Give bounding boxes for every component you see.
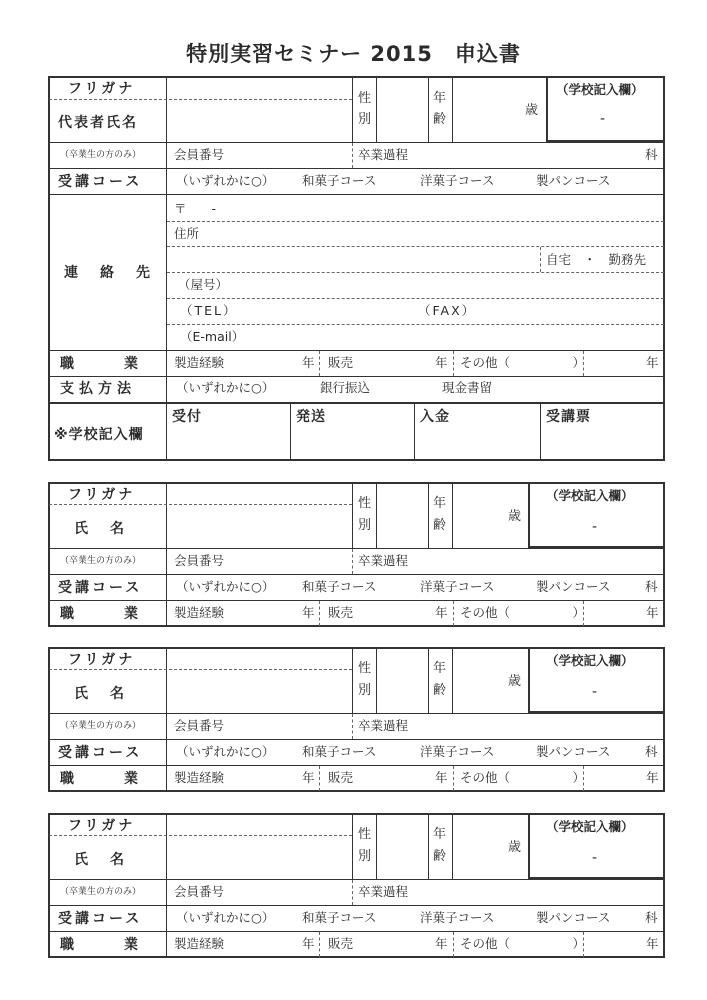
- contact-label: 連 絡 先: [64, 265, 154, 281]
- furigana-label-3: フリガナ: [68, 652, 136, 668]
- sent-label: 発送: [296, 409, 326, 425]
- gender-label-b2: 性: [358, 496, 372, 511]
- course-option-bread-3[interactable]: 製パンコース: [536, 744, 611, 759]
- course-option-bread-2[interactable]: 製パンコース: [536, 579, 611, 594]
- school-use-dash-3: -: [592, 684, 598, 700]
- age-label-b3: 年: [433, 661, 447, 676]
- school-use-label-4: （学校記入欄）: [546, 819, 634, 834]
- graduate-note-3: （卒業生の方のみ）: [60, 721, 142, 731]
- ka-label: 科: [645, 147, 658, 162]
- ka-label-3: 科: [645, 744, 658, 759]
- school-note-label: ※学校記入欄: [54, 427, 144, 443]
- gender-label-b4: 性: [358, 827, 372, 842]
- course-option-wagashi-4[interactable]: 和菓子コース: [302, 910, 377, 925]
- occupation-manufacturing-year: 年: [302, 355, 315, 370]
- age-label-b2-2: 齢: [433, 518, 447, 533]
- graduate-note: （卒業生の方のみ）: [60, 150, 142, 160]
- occupation-manufacturing-4: 製造経験: [174, 936, 225, 951]
- occupation-other-year-3: 年: [646, 770, 659, 785]
- occupation-other: その他（ ）: [460, 355, 586, 370]
- school-use-dash-2: -: [592, 519, 598, 535]
- occupation-manufacturing-year-3: 年: [302, 770, 315, 785]
- payment-registered-mail[interactable]: 現金書留: [442, 380, 493, 395]
- occupation-manufacturing: 製造経験: [174, 355, 225, 370]
- occupation-manufacturing-year-4: 年: [302, 936, 315, 951]
- age-unit-4: 歳: [508, 840, 522, 855]
- payment-label: 支払方法: [60, 381, 136, 397]
- graduated-course-label-4: 卒業過程: [358, 884, 409, 899]
- payment-bank-transfer[interactable]: 銀行振込: [320, 380, 371, 395]
- occupation-label: 職 業: [60, 356, 140, 372]
- age-label-b4: 年: [433, 827, 447, 842]
- course-option-yogashi[interactable]: 洋菓子コース: [420, 173, 495, 188]
- occupation-other-year-2: 年: [646, 605, 659, 620]
- address-label: 住所: [174, 226, 200, 241]
- age-unit: 歳: [525, 103, 539, 118]
- representative-name-label: 代表者氏名: [58, 115, 138, 131]
- course-label: 受講コース: [58, 174, 143, 190]
- member-no-label: 会員番号: [174, 147, 225, 162]
- occupation-manufacturing-2: 製造経験: [174, 605, 225, 620]
- school-use-dash: -: [600, 111, 606, 127]
- graduate-note-4: （卒業生の方のみ）: [60, 887, 142, 897]
- course-option-yogashi-2[interactable]: 洋菓子コース: [420, 579, 495, 594]
- occupation-label-2: 職 業: [60, 606, 140, 622]
- graduate-note-2: （卒業生の方のみ）: [60, 556, 142, 566]
- postal-label: 〒 -: [174, 201, 217, 216]
- furigana-label-2: フリガナ: [68, 487, 136, 503]
- course-hint-3: （いずれかに○）: [176, 744, 275, 759]
- graduated-course-label: 卒業過程: [358, 147, 409, 162]
- course-hint-4: （いずれかに○）: [176, 910, 275, 925]
- course-label-4: 受講コース: [58, 911, 143, 927]
- course-option-wagashi[interactable]: 和菓子コース: [302, 173, 377, 188]
- gender-label-b4-2: 別: [358, 849, 372, 864]
- school-use-dash-4: -: [592, 850, 598, 866]
- occupation-sales-year-4: 年: [435, 936, 448, 951]
- ticket-label: 受講票: [546, 409, 591, 425]
- course-option-bread[interactable]: 製パンコース: [536, 173, 611, 188]
- age-label-b3-2: 齢: [433, 683, 447, 698]
- member-no-label-4: 会員番号: [174, 884, 225, 899]
- occupation-manufacturing-year-2: 年: [302, 605, 315, 620]
- course-label-3: 受講コース: [58, 745, 143, 761]
- occupation-sales-4: 販売: [328, 936, 354, 951]
- course-label-2: 受講コース: [58, 580, 143, 596]
- school-use-label-3: （学校記入欄）: [546, 653, 634, 668]
- school-use-label-2: （学校記入欄）: [546, 488, 634, 503]
- representative-name-field[interactable]: [167, 100, 351, 141]
- furigana-label: フリガナ: [68, 81, 136, 97]
- course-hint: （いずれかに○）: [176, 173, 275, 188]
- occupation-other-year: 年: [646, 355, 659, 370]
- age-label-b4-2: 齢: [433, 849, 447, 864]
- payment-hint: （いずれかに○）: [176, 380, 275, 395]
- furigana-label-4: フリガナ: [68, 818, 136, 834]
- tel-label: （TEL）: [180, 303, 238, 318]
- shop-name-label: （屋号）: [178, 277, 229, 292]
- occupation-sales-3: 販売: [328, 770, 354, 785]
- member-no-label-2: 会員番号: [174, 553, 225, 568]
- occupation-sales-2: 販売: [328, 605, 354, 620]
- school-use-label: （学校記入欄）: [556, 82, 644, 97]
- age-label-b2: 年: [433, 496, 447, 511]
- age-unit-2: 歳: [508, 509, 522, 524]
- graduated-course-label-3: 卒業過程: [358, 718, 409, 733]
- course-option-wagashi-2[interactable]: 和菓子コース: [302, 579, 377, 594]
- occupation-sales-year-2: 年: [435, 605, 448, 620]
- gender-label: 性: [358, 91, 372, 106]
- gender-label-b3-2: 別: [358, 683, 372, 698]
- occupation-sales: 販売: [328, 355, 354, 370]
- age-label-2: 齢: [433, 112, 447, 127]
- email-label: （E-mail）: [180, 329, 245, 344]
- course-option-yogashi-3[interactable]: 洋菓子コース: [420, 744, 495, 759]
- occupation-manufacturing-3: 製造経験: [174, 770, 225, 785]
- gender-label-2: 別: [358, 112, 372, 127]
- received-label: 受付: [172, 409, 202, 425]
- ka-label-4: 科: [645, 910, 658, 925]
- ka-label-2: 科: [645, 579, 658, 594]
- occupation-other-3: その他（ ）: [460, 770, 586, 785]
- occupation-label-4: 職 業: [60, 937, 140, 953]
- course-option-yogashi-4[interactable]: 洋菓子コース: [420, 910, 495, 925]
- member-no-label-3: 会員番号: [174, 718, 225, 733]
- course-option-bread-4[interactable]: 製パンコース: [536, 910, 611, 925]
- age-unit-3: 歳: [508, 674, 522, 689]
- occupation-other-year-4: 年: [646, 936, 659, 951]
- deposit-label: 入金: [420, 409, 450, 425]
- form-title: 特別実習セミナー 2015 申込書: [186, 42, 521, 66]
- course-option-wagashi-3[interactable]: 和菓子コース: [302, 744, 377, 759]
- name-label-4: 氏 名: [74, 852, 128, 868]
- name-label-2: 氏 名: [74, 521, 128, 537]
- occupation-other-2: その他（ ）: [460, 605, 586, 620]
- course-hint-2: （いずれかに○）: [176, 579, 275, 594]
- graduated-course-label-2: 卒業過程: [358, 553, 409, 568]
- name-label-3: 氏 名: [74, 686, 128, 702]
- occupation-label-3: 職 業: [60, 771, 140, 787]
- gender-label-b2-2: 別: [358, 518, 372, 533]
- occupation-other-4: その他（ ）: [460, 936, 586, 951]
- occupation-sales-year: 年: [435, 355, 448, 370]
- age-label: 年: [433, 91, 447, 106]
- occupation-sales-year-3: 年: [435, 770, 448, 785]
- fax-label: （FAX）: [418, 303, 477, 318]
- gender-label-b3: 性: [358, 661, 372, 676]
- home-work-label[interactable]: 自宅 ・ 勤務先: [546, 252, 647, 267]
